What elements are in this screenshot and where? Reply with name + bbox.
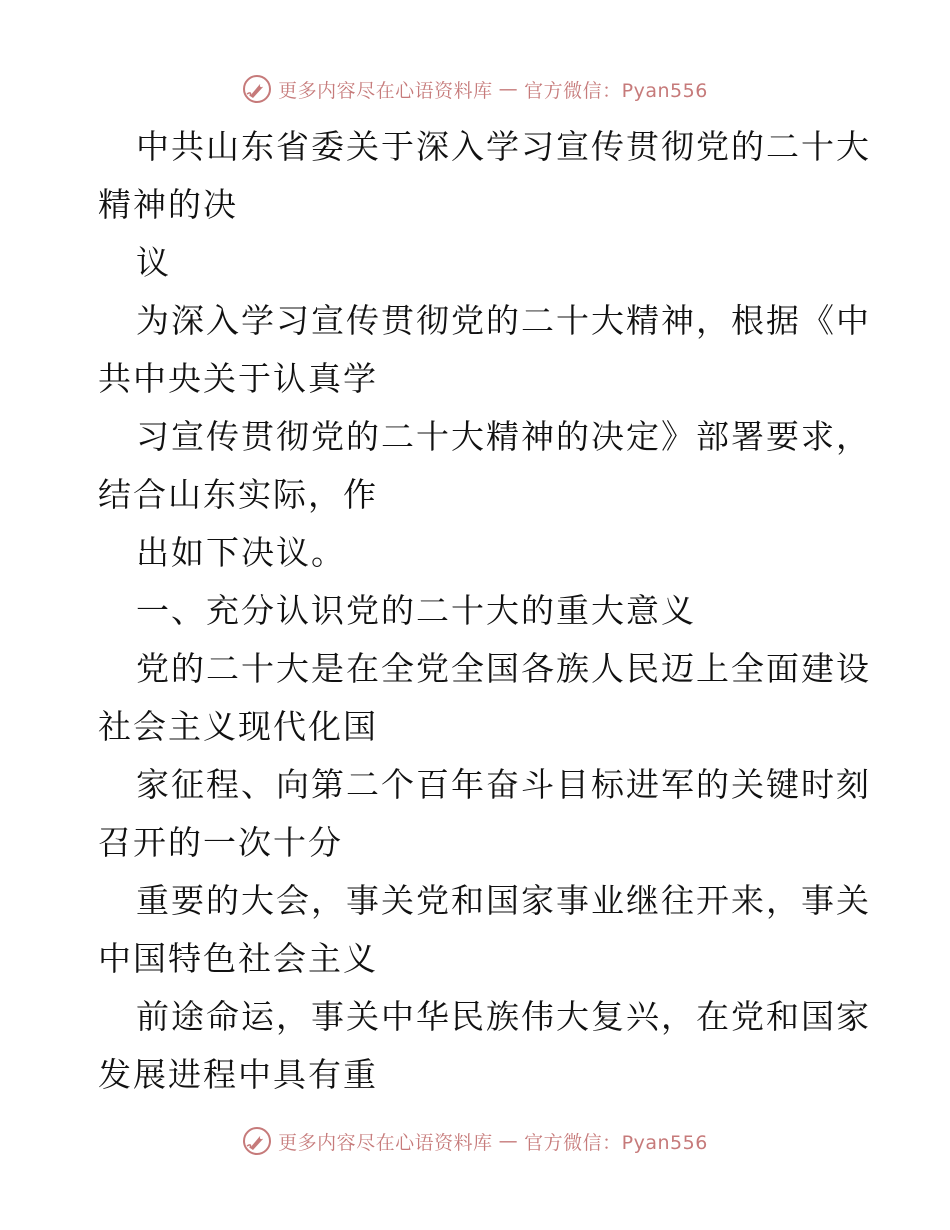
document-line: 为深入学习宣传贯彻党的二十大精神，根据《中 (136, 301, 871, 340)
footer-watermark (0, 1124, 950, 1158)
watermark-separator: — (498, 78, 519, 100)
watermark-site-text: 更多内容尽在心语资料库 (278, 79, 493, 102)
document-line: 中国特色社会主义 (98, 939, 378, 978)
watermark-separator: — (498, 1130, 519, 1152)
document-lines (98, 118, 871, 1104)
watermark-wechat-text: 官方微信：Pyan556 (524, 79, 708, 102)
document-line: 召开的一次十分 (98, 823, 343, 862)
pen-nib-logo-icon (242, 74, 272, 104)
document-line: 出如下决议。 (136, 533, 346, 572)
document-line: 共中央关于认真学 (98, 359, 378, 398)
document-line: 社会主义现代化国 (98, 707, 378, 746)
document-line: 中共山东省委关于深入学习宣传贯彻党的二十大 (136, 127, 871, 166)
watermark-site-text: 更多内容尽在心语资料库 (278, 1131, 493, 1154)
document-body (98, 118, 871, 1104)
document-line: 前途命运，事关中华民族伟大复兴，在党和国家 (136, 997, 871, 1036)
document-line: 重要的大会，事关党和国家事业继往开来，事关 (136, 881, 871, 920)
watermark-wechat-text: 官方微信：Pyan556 (524, 1131, 708, 1154)
document-line: 习宣传贯彻党的二十大精神的决定》部署要求， (136, 417, 871, 456)
pen-nib-logo-icon (242, 1126, 272, 1156)
header-watermark (0, 72, 950, 106)
document-line: 党的二十大是在全党全国各族人民迈上全面建设 (136, 649, 871, 688)
document-line: 一、充分认识党的二十大的重大意义 (136, 591, 696, 630)
document-line: 结合山东实际，作 (98, 475, 378, 514)
document-line: 议 (136, 243, 171, 282)
document-line: 精神的决 (98, 185, 238, 224)
document-line: 家征程、向第二个百年奋斗目标进军的关键时刻 (136, 765, 871, 804)
document-line: 发展进程中具有重 (98, 1055, 378, 1094)
